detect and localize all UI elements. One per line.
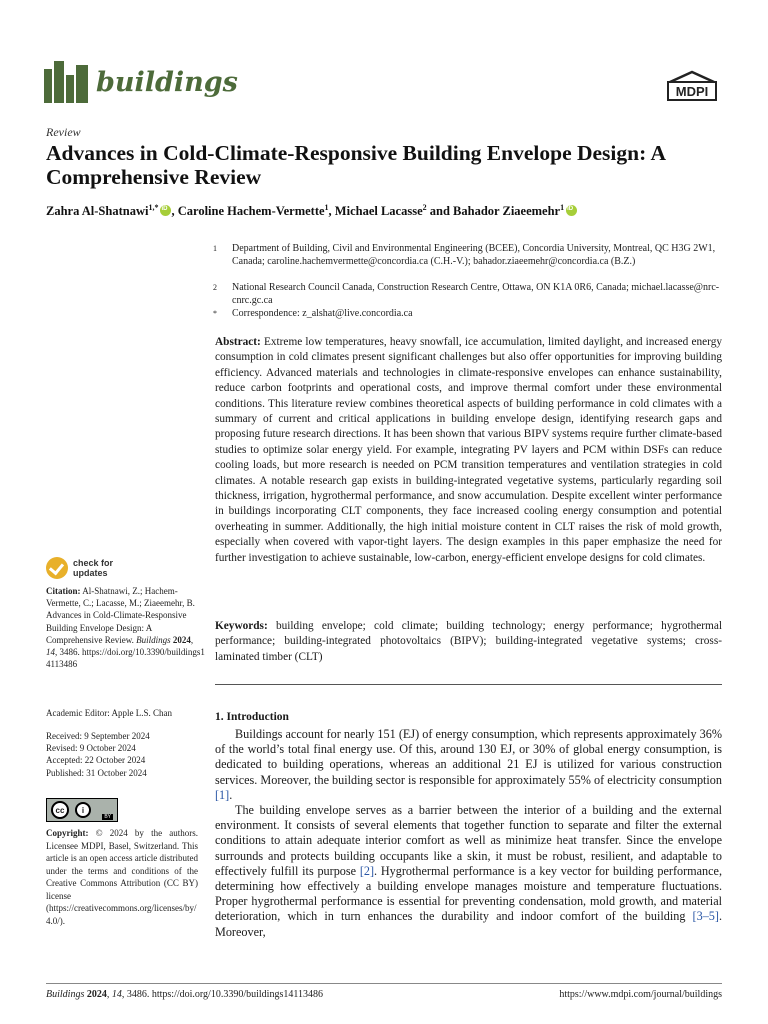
section-heading: 1. Introduction <box>215 711 289 723</box>
orcid-icon[interactable] <box>160 205 171 216</box>
author-affiliation-mark: 1 <box>324 203 329 212</box>
introduction-body <box>215 727 722 940</box>
correspondence <box>213 308 733 321</box>
author-list <box>46 203 577 219</box>
citation-link[interactable]: [1] <box>215 787 230 802</box>
correspondence-text: Correspondence: z_alshat@live.concordia.ca <box>232 308 413 319</box>
citation-link[interactable]: [2] <box>359 863 375 878</box>
journal-name: buildings <box>96 66 238 98</box>
affiliation-number: 2 <box>213 283 217 292</box>
author-separator: , <box>171 204 178 219</box>
citation-block: Citation: Al-Shatnawi, Z.; Hachem-Vermette, C.; Lacasse, M.; Ziaeemehr, B. Advances in Cold-Climate-Responsive Building Envelope Design: A Comprehensive Review. Buildings 2024, 14, 3486. https://doi.org/10.3390/buildings14113486 <box>46 586 205 670</box>
cc-by-license-badge[interactable] <box>46 798 118 822</box>
author-separator: and <box>426 204 454 219</box>
paragraph-text: Buildings account for nearly 151 (EJ) of energy consumption, which represents approximately 36% of the world’s total final energy use. Of this, around 130 EJ, or 30% of global energy consumption, is dedicated to building operations, whereas an additional 21 EJ is utilized for various construction services. Moreover, the building sector is responsible for approximately 55% of electricity consumption <box>215 727 722 787</box>
date-received: Received: 9 September 2024 <box>46 731 150 741</box>
citation-journal: Buildings <box>136 634 171 645</box>
citation-link[interactable]: [3–5] <box>692 909 719 924</box>
citation-volume: 14 <box>46 647 55 658</box>
citation-label: Citation: <box>46 586 81 596</box>
author-affiliation-mark: 1 <box>560 203 565 212</box>
publication-dates <box>46 730 206 779</box>
paragraph <box>215 803 722 940</box>
author-name[interactable]: Zahra Al-Shatnawi <box>46 204 149 219</box>
affiliation-text: Department of Building, Civil and Environmental Engineering (BCEE), Concordia University, Montreal, QC H3G 2W1, Canada; caroline.hachemvermette@concordia.ca (C.H.-V.); bahador.ziaeemehr@concordia.ca (B.Z.) <box>232 243 716 267</box>
date-revised: Revised: 9 October 2024 <box>46 743 136 754</box>
paragraph-end: . <box>229 787 233 802</box>
section-divider <box>215 684 722 685</box>
footer-doi-link[interactable]: , 3486. https://doi.org/10.3390/buildings14113486 <box>121 989 323 1000</box>
date-accepted: Accepted: 22 October 2024 <box>46 755 146 766</box>
footer-journal-url[interactable]: https://www.mdpi.com/journal/buildings <box>559 989 722 1000</box>
attribution-icon: i <box>75 802 91 818</box>
footer-year: 2024 <box>86 989 107 1000</box>
paragraph <box>215 727 722 803</box>
paragraph-text: . Hygrothermal performance is a key vector for building performance, determining how effectively a building envelope manages moisture and temperature fluctuations. Proper hygrothermal performance is essential for preventing condensation, mold growth, and material deterioration, which in turn enhances the durability and indoor comfort of the building <box>215 863 723 924</box>
paragraph-end: . Moreover, <box>215 909 722 939</box>
article-title: Advances in Cold-Climate-Responsive Building Envelope Design: A Comprehensive Review <box>46 141 665 189</box>
journal-logo <box>44 60 238 104</box>
footer-journal: Buildings <box>46 989 85 1000</box>
buildings-logo-icon <box>44 61 90 103</box>
check-updates-icon <box>46 557 68 579</box>
author-affiliation-mark: 2 <box>422 203 427 212</box>
affiliation <box>213 243 733 268</box>
citation-doi-link[interactable]: https://doi.org/10.3390/buildings14113486 <box>46 647 205 670</box>
footer-divider <box>46 983 722 984</box>
affiliation <box>213 282 733 307</box>
author-name[interactable]: Caroline Hachem-Vermette <box>177 204 325 219</box>
affiliation-number: * <box>213 309 217 318</box>
copyright-text: © 2024 by the authors. Licensee MDPI, Basel, Switzerland. This article is an open access article distributed under the terms and conditions of the Creative Commons Attribution (CC BY) license (https://creativecommons.org/licenses/by/4.0/). <box>46 828 199 926</box>
cc-icon: cc <box>51 801 69 819</box>
affiliation-number: 1 <box>213 244 217 253</box>
by-label: BY <box>104 814 111 820</box>
author-separator: , <box>328 204 335 219</box>
publisher-name: MDPI <box>675 84 709 99</box>
footer-volume: 14 <box>111 989 122 1000</box>
check-for-updates-button[interactable] <box>46 557 133 579</box>
abstract-text: Extreme low temperatures, heavy snowfall, ice accumulation, limited daylight, and increased energy consumption in cold climates present significant challenges but also offer opportunities for improving building efficiency. Advanced materials and technologies in climate-responsive envelopes can enhance sustainability, reduce carbon footprints and operational costs, and improve thermal comfort under these environmental conditions. This literature review combines theoretical aspects of building performance in cold climates with a summary of current and critical applications in building envelope design, identifying research gaps and proposing future research directions. It has been shown that various BIPV systems require further climate-based studies to optimize solar energy yield. For example, integrating PV layers and PCM within DSFs can reduce cooling loads, but more research is needed on PCM transition temperatures and ventilation strategies in cold climates. A notable research gap exists in building-integrated vegetative systems, particularly regarding soil thickness, irrigation, hygrothermal performance, and snow accumulation. Despite excellent winter performance in buildings incorporating CLT components, they face increased cooling energy consumption and potential overheating in summer. Additionally, the high initial moisture content in CLT raises the risk of mold growth, especially when covered with vapor-tight layers. The design examples in this paper emphasize the need for further investigation to achieve sustainable, low-carbon, energy-efficient envelope designs for cold climates. <box>215 336 722 564</box>
date-published: Published: 31 October 2024 <box>46 767 147 778</box>
copyright-block <box>46 827 198 927</box>
affiliation-text: National Research Council Canada, Construction Research Centre, Ottawa, ON K1A 0R6, Canada; michael.lacasse@nrc-cnrc.gc.ca <box>232 282 720 306</box>
paragraph-text: The building envelope serves as a barrier between the interior of a building and the external environment. It consists of several elements that together function to separate and filter the external conditions to attain adequate interior comfort as well as minimize heat transfer. Since the envelope surrounds and protects building occupants like a skin, it must be robust, resilient, and adaptable to effectively fulfill its purpose <box>215 803 722 878</box>
article-type: Review <box>46 125 81 139</box>
check-updates-label: check for updates <box>73 558 114 578</box>
citation-text: Al-Shatnawi, Z.; Hachem-Vermette, C.; Lacasse, M.; Ziaeemehr, B. Advances in Cold-Climate-Responsive Building Envelope Design: A Comprehensive Review. <box>46 586 195 645</box>
keywords-text: building envelope; cold climate; building technology; energy performance; hygrothermal performance; building-integrated photovoltaics (BIPV); building-integrated vegetative systems; cross-laminated timber (CLT) <box>215 620 722 663</box>
mdpi-logo <box>666 70 718 102</box>
abstract <box>215 335 722 566</box>
copyright-label: Copyright: <box>46 828 89 838</box>
academic-editor: Academic Editor: Apple L.S. Chan <box>46 708 172 718</box>
footer-citation: Buildings 2024, 14, 3486. https://doi.org/10.3390/buildings14113486 <box>46 989 323 1000</box>
keywords <box>215 619 722 665</box>
author-name[interactable]: Michael Lacasse <box>334 204 423 219</box>
author-name[interactable]: Bahador Ziaeemehr <box>453 204 561 219</box>
author-affiliation-mark: 1,* <box>148 203 159 212</box>
orcid-icon[interactable] <box>566 205 577 216</box>
citation-pages: , 3486. <box>55 647 80 658</box>
keywords-label: Keywords: <box>215 620 268 632</box>
citation-year: 2024 <box>172 634 191 645</box>
abstract-label: Abstract: <box>215 336 261 348</box>
